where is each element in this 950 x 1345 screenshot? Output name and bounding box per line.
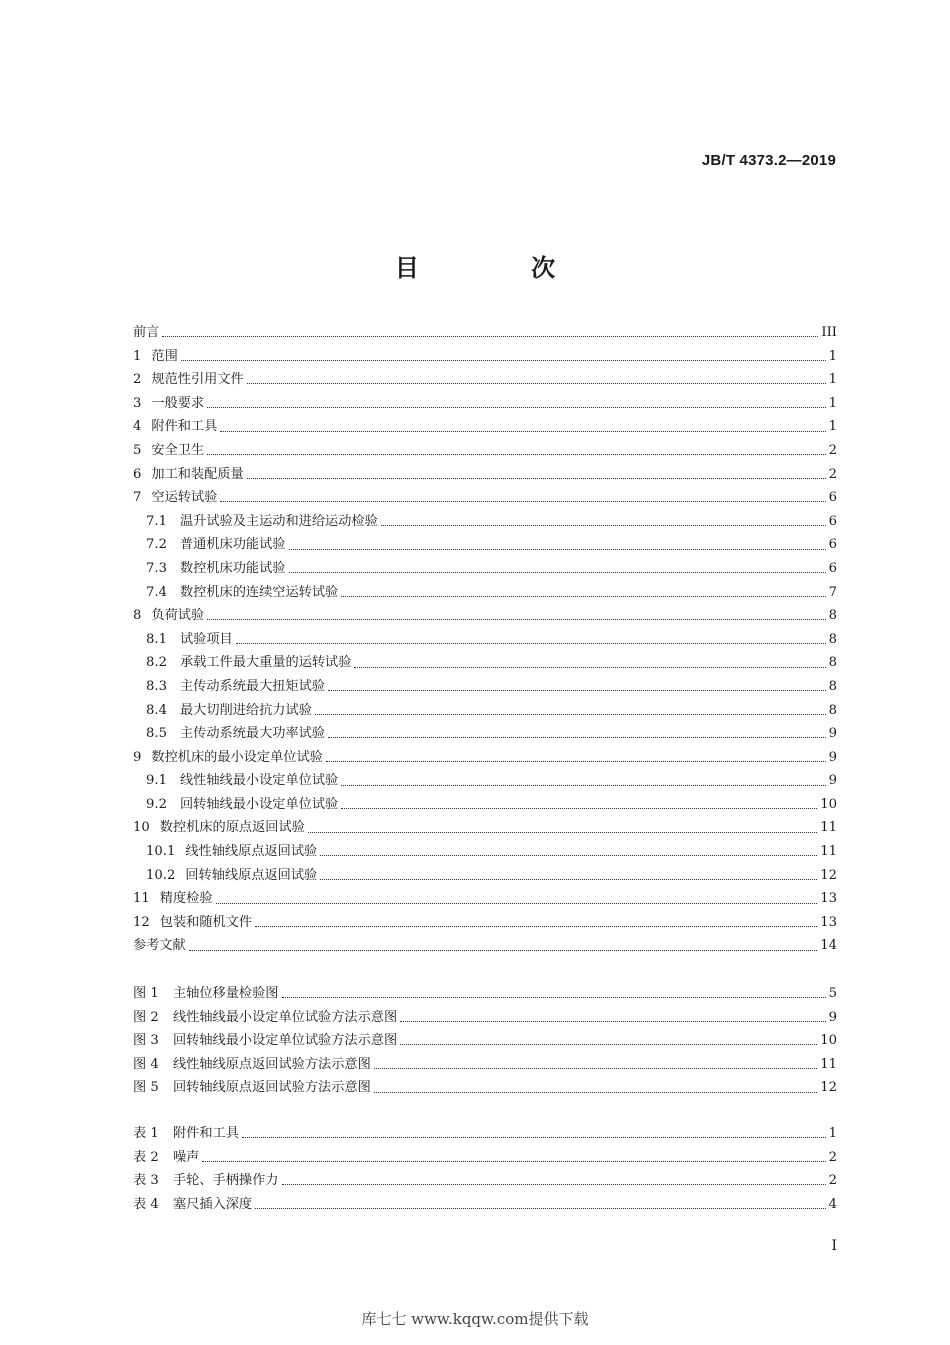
toc-entry-number: 8.3: [146, 678, 167, 694]
toc-entry-title: 温升试验及主运动和进给运动检验: [180, 513, 378, 529]
dot-leader: [354, 667, 825, 668]
toc-entry-number: 图 1: [133, 986, 159, 1001]
toc-entry-number: 10.2: [146, 867, 176, 883]
toc-entry-page: 14: [820, 938, 837, 954]
dot-leader: [400, 1021, 825, 1022]
toc-entry-title: 回转轴线原点返回试验方法示意图: [173, 1080, 371, 1096]
dot-leader: [202, 1161, 825, 1162]
toc-entry-number: 表 4: [133, 1196, 159, 1212]
toc-entry-page: 8: [828, 608, 837, 624]
toc-entry-number: 1: [133, 348, 142, 364]
toc-entry-page: 11: [820, 1056, 837, 1072]
toc-entry-number: 表 2: [133, 1149, 159, 1165]
toc-entry-page: 5: [828, 986, 837, 1001]
download-footer: 库七七 www.kqqw.com提供下载: [361, 1310, 589, 1328]
toc-entry-title: 加工和装配质量: [151, 466, 244, 482]
toc-entry-title: 线性轴线原点返回试验方法示意图: [173, 1056, 371, 1072]
toc-entry-page: 10: [820, 796, 837, 812]
toc-entry-title: 回转轴线原点返回试验: [185, 867, 318, 883]
toc-entry-number: 5: [133, 442, 142, 458]
dot-leader: [181, 360, 826, 361]
toc-entry-page: 7: [828, 584, 837, 600]
toc-entry-number: 8.5: [146, 726, 167, 742]
dot-leader: [320, 855, 817, 856]
toc-entry-page: 6: [828, 513, 837, 529]
toc-entry-number: 9.1: [146, 773, 167, 789]
toc-entry-number: 4: [133, 419, 142, 435]
dot-leader: [341, 596, 825, 597]
dot-leader: [341, 808, 817, 809]
toc-entry-title: 附件和工具: [151, 419, 218, 435]
toc-entry-page: 12: [820, 1080, 837, 1096]
toc-entry-number: 11: [133, 891, 150, 907]
dot-leader: [400, 1044, 817, 1045]
toc-entry-number: 表 3: [133, 1173, 159, 1189]
toc-entry-number: 6: [133, 466, 142, 482]
toc-entry-title: 主传动系统最大功率试验: [180, 726, 326, 742]
dot-leader: [381, 525, 826, 526]
dot-leader: [282, 1184, 826, 1185]
toc-entry-number: 8.2: [146, 655, 167, 671]
dot-leader: [162, 336, 818, 337]
toc-entry-number: 图 5: [133, 1080, 159, 1096]
toc-entry-number: 图 3: [133, 1033, 159, 1049]
toc-entry-title: 附件和工具: [173, 1126, 239, 1141]
toc-entry[interactable]: [133, 722, 837, 746]
toc-entry[interactable]: [133, 439, 837, 463]
dot-leader: [289, 572, 826, 573]
toc-entry[interactable]: [133, 887, 837, 911]
toc-entry-page: 2: [828, 1173, 837, 1189]
dot-leader: [326, 761, 826, 762]
dot-leader: [282, 997, 826, 998]
toc-entry[interactable]: [133, 392, 837, 416]
toc-entry-title: 数控机床的原点返回试验: [159, 820, 305, 836]
toc-entry-number: 7.3: [146, 560, 167, 576]
toc-entry-page: 1: [828, 1126, 837, 1141]
toc-entry[interactable]: [133, 604, 837, 628]
toc-entry[interactable]: [133, 769, 837, 793]
toc-entry-title: 规范性引用文件: [151, 372, 244, 388]
dot-leader: [341, 785, 825, 786]
toc-entry-page: 9: [828, 749, 837, 765]
toc-entry-title: 线性轴线原点返回试验: [185, 844, 318, 860]
toc-main-list: [133, 321, 837, 958]
toc-entry-number: 3: [133, 395, 142, 411]
toc-entry-page: 1: [828, 395, 837, 411]
toc-figures-list: [133, 982, 837, 1100]
toc-entry-page: 8: [828, 631, 837, 647]
toc-entry-page: 2: [828, 442, 837, 458]
dot-leader: [247, 383, 826, 384]
toc-entry[interactable]: [133, 840, 837, 864]
toc-entry-title: 包装和随机文件: [159, 914, 253, 930]
dot-leader: [374, 1092, 817, 1093]
dot-leader: [289, 549, 826, 550]
toc-entry[interactable]: [133, 793, 837, 817]
dot-leader: [236, 643, 826, 644]
toc-entry[interactable]: [133, 1146, 837, 1170]
toc-entry-page: 1: [828, 419, 837, 435]
toc-entry-number: 7: [133, 490, 142, 506]
toc-entry-title: 回转轴线最小设定单位试验方法示意图: [173, 1033, 398, 1049]
toc-entry-title: 参考文献: [133, 938, 186, 954]
toc-entry-number: 7.4: [146, 584, 167, 600]
toc-entry-page: 11: [820, 820, 837, 836]
toc-entry[interactable]: [133, 581, 837, 605]
toc-entry-page: 4: [828, 1196, 837, 1212]
toc-entry-page: 6: [828, 490, 837, 506]
toc-entry-title: 数控机床功能试验: [180, 560, 286, 576]
toc-entry[interactable]: [133, 368, 837, 392]
toc-entry[interactable]: [133, 1169, 837, 1193]
toc-entry[interactable]: [133, 510, 837, 534]
dot-leader: [242, 1137, 826, 1138]
toc-entry-number: 8.1: [146, 631, 167, 647]
toc-entry-number: 8: [133, 608, 142, 624]
toc-entry-page: 2: [828, 466, 837, 482]
toc-entry-number: 2: [133, 372, 142, 388]
toc-entry[interactable]: [133, 1076, 837, 1100]
toc-entry-title: 安全卫生: [151, 442, 205, 458]
dot-leader: [308, 832, 817, 833]
toc-entry[interactable]: [133, 345, 837, 369]
toc-entry-page: 9: [828, 773, 837, 789]
dot-leader: [220, 501, 825, 502]
dot-leader: [255, 1208, 825, 1209]
toc-tables-list: [133, 1122, 837, 1216]
toc-entry-page: 8: [828, 678, 837, 694]
toc-entry-title: 承载工件最大重量的运转试验: [180, 655, 352, 671]
toc-entry[interactable]: [133, 651, 837, 675]
dot-leader: [328, 690, 826, 691]
toc-entry[interactable]: [133, 982, 837, 1006]
toc-entry-page: 1: [828, 372, 837, 388]
toc-entry-page: 12: [820, 867, 837, 883]
toc-entry-page: 2: [828, 1149, 837, 1165]
dot-leader: [374, 1068, 817, 1069]
toc-entry-number: 7.1: [146, 513, 167, 529]
toc-entry-title: 数控机床的连续空运转试验: [180, 584, 339, 600]
toc-entry-title: 主传动系统最大扭矩试验: [180, 678, 326, 694]
dot-leader: [189, 950, 817, 951]
toc-entry-page: 9: [828, 726, 837, 742]
dot-leader: [207, 454, 825, 455]
toc-entry-page: 10: [820, 1033, 837, 1049]
toc-entry[interactable]: [133, 1122, 837, 1146]
toc-entry[interactable]: [133, 816, 837, 840]
toc-entry-number: 10: [133, 820, 150, 836]
toc-entry-number: 9.2: [146, 796, 167, 812]
toc-entry-number: 9: [133, 749, 142, 765]
toc-entry[interactable]: [133, 746, 837, 770]
toc-entry[interactable]: [133, 864, 837, 888]
toc-entry-page: 1: [828, 348, 837, 364]
toc-entry-title: 范围: [151, 348, 178, 364]
dot-leader: [255, 926, 817, 927]
toc-entry[interactable]: [133, 415, 837, 439]
toc-entry-title: 线性轴线最小设定单位试验方法示意图: [173, 1009, 398, 1025]
dot-leader: [207, 407, 825, 408]
toc-entry[interactable]: [133, 1006, 837, 1030]
toc-entry-title: 试验项目: [180, 631, 233, 647]
toc-entry[interactable]: [133, 1053, 837, 1077]
toc-entry-number: 12: [133, 914, 150, 930]
dot-leader: [328, 737, 826, 738]
toc-entry[interactable]: [133, 557, 837, 581]
toc-entry-number: 图 4: [133, 1056, 159, 1072]
page-number: I: [831, 1238, 837, 1254]
toc-entry-title: 负荷试验: [151, 608, 205, 624]
toc-entry-number: 8.4: [146, 702, 167, 718]
dot-leader: [216, 903, 818, 904]
toc-entry-title: 一般要求: [151, 395, 205, 411]
dot-leader: [320, 879, 817, 880]
toc-entry-title: 噪声: [173, 1149, 200, 1165]
toc-entry[interactable]: [133, 533, 837, 557]
toc-entry-number: 10.1: [146, 844, 176, 860]
toc-entry[interactable]: [133, 675, 837, 699]
toc-entry[interactable]: [133, 1029, 837, 1053]
toc-entry-page: 9: [828, 1009, 837, 1025]
toc-entry[interactable]: [133, 486, 837, 510]
page-title: 目 次: [394, 254, 608, 282]
toc-entry-title: 最大切削进给抗力试验: [180, 702, 312, 718]
toc-entry-page: 13: [820, 914, 837, 930]
toc-entry-title: 线性轴线最小设定单位试验: [180, 773, 339, 789]
toc-entry[interactable]: [133, 1193, 837, 1217]
toc-entry-title: 普通机床功能试验: [180, 537, 286, 553]
toc-entry-page: 8: [828, 655, 837, 671]
toc-entry-page: 11: [820, 844, 837, 860]
toc-entry-page: III: [821, 325, 837, 340]
toc-entry[interactable]: [133, 463, 837, 487]
toc-entry[interactable]: [133, 934, 837, 958]
dot-leader: [207, 619, 825, 620]
toc-entry-title: 精度检验: [159, 891, 213, 907]
toc-entry-number: 图 2: [133, 1009, 159, 1025]
toc-entry-title: 空运转试验: [151, 490, 218, 506]
dot-leader: [315, 714, 826, 715]
toc-entry-title: 塞尺插入深度: [173, 1196, 253, 1212]
toc-entry-title: 回转轴线最小设定单位试验: [180, 796, 339, 812]
toc-entry-title: 前言: [133, 325, 160, 340]
toc-entry-page: 13: [820, 891, 837, 907]
toc-entry-page: 6: [828, 537, 837, 553]
toc-entry-page: 6: [828, 560, 837, 576]
toc-entry-number: 7.2: [146, 537, 167, 553]
toc-entry-page: 8: [828, 702, 837, 718]
toc-entry-title: 手轮、手柄操作力: [173, 1173, 279, 1189]
dot-leader: [220, 431, 825, 432]
dot-leader: [247, 478, 826, 479]
toc-entry[interactable]: [133, 911, 837, 935]
document-code: JB/T 4373.2—2019: [701, 152, 836, 169]
toc-entry-number: 表 1: [133, 1126, 159, 1141]
toc-entry[interactable]: [133, 699, 837, 723]
toc-entry-title: 数控机床的最小设定单位试验: [151, 749, 323, 765]
toc-entry[interactable]: [133, 321, 837, 345]
toc-entry-title: 主轴位移量检验图: [173, 986, 279, 1001]
toc-entry[interactable]: [133, 628, 837, 652]
